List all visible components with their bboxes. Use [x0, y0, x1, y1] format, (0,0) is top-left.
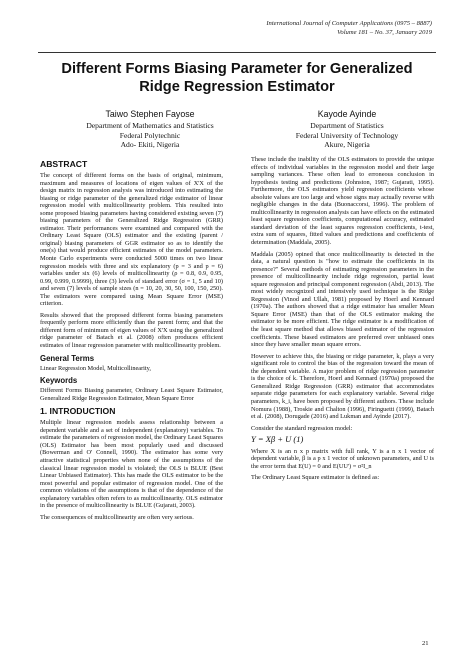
keywords-heading: Keywords [40, 376, 78, 386]
introduction-heading: 1. INTRODUCTION [40, 406, 116, 417]
author-dept: Department of Mathematics and Statistics [86, 121, 214, 131]
author-block-1 [60, 110, 240, 150]
body-paragraph-3: However to achieve this, the biasing or ridge parameter, k, plays a very significant role to control the bias of the regression toward the mean of the dependent variable. A major problem of ridge regression parameter is the choice of k. Therefore, Hoerl and Kennard (1970a) proposed the Generalized Ridge Regression (GRR) estimator that accommodates separate ridge parameters for each explanatory variable. Several ridge parameters, k_i, have been proposed by different authors. These include Nomura (1988), Troskie and Chalton (1996), Firinguetti (1999), Batach et al. (2008), Dorugade (2016) and Lukman and Ayinde (2017). [251, 352, 434, 421]
journal-volume: Volume 181 – No. 37, January 2019 [337, 28, 432, 36]
paper-title [30, 60, 444, 96]
header-rule [38, 52, 436, 53]
author-name: Kayode Ayinde [317, 109, 377, 119]
journal-header [266, 20, 432, 37]
title-line-1: Different Forms Biasing Parameter for Generalized [61, 61, 413, 77]
body-paragraph-4: Consider the standard regression model: [251, 424, 353, 432]
abstract-paragraph-1: The concept of different forms on the basis of original, minimum, maximum and measures of locations of eigen values of X'X of the design matrix in regression analysis was introduced into estimating the biasing or ridge parameter of the generalized ridge estimator of linear regression model with multicollinearity problem. This resulted into some proposed biasing parameters having considered existing seven (7) biasing parameters of the Generalized Ridge Regression (GRR) estimator. Their performances were examined and compared with the Ordinary Least Square (OLS) estimator and the existing (parent / original) biasing parameters of GGR estimator so as to identify the one(s) that would produce efficient estimates of the model parameters. Monte Carlo experiments were conducted 5000 times on two linear regression models with three and six explanatory (p = 3 and p = 6) variables under six (6) levels of multicollinearity (ρ = 0.8, 0.9, 0.95, 0.99, 0.999, 0.9999), three (3) levels of standard error (σ = 1, 5 and 10) and seven (7) levels of sample sizes (n = 10, 20, 30, 50, 100, 150, 250). The estimators were compared using Mean Square Error (MSE) criterion. [40, 172, 223, 308]
author-dept: Department of Statistics [310, 121, 384, 131]
body-paragraph-2: Maddala (2005) opined that once multicollinearity is detected in the data, a natural question is "how to estimate the coefficients in its presence?" Several methods of estimating regression parameters in the presence of multicollinearity include ridge regression, partial least square regression and principal component regression (Abdi, 2013). The most widely recognized and intensively used technique is the Ridge Regression (Vinod and Ullah, 1981) proposed by Hoerl and Kennard (1970a). The authors showed that a ridge estimator has smaller Mean Square Error (MSE) than that of the OLS estimator making the estimator to be more efficient. The ridge estimator is a modification of the least square method that allows biased estimator of the regression coefficients. These biased estimators are preferred over unbiased ones since they have smaller mean square errors. [251, 250, 434, 349]
general-terms-heading: General Terms [40, 353, 95, 363]
author-block-2 [257, 110, 437, 150]
title-line-2: Ridge Regression Estimator [139, 79, 335, 95]
introduction-paragraph-2: The consequences of multicollinearity are often very serious. [40, 513, 194, 521]
journal-name: International Journal of Computer Applications (0975 – 8887) [266, 20, 432, 27]
author-institution: Federal University of Technology [295, 130, 399, 140]
author-name: Taiwo Stephen Fayose [105, 109, 195, 119]
abstract-heading: ABSTRACT [40, 159, 88, 169]
abstract-paragraph-2: Results showed that the proposed different forms biasing parameters frequently perform more efficiently than the parent form; and that the different form of minimum of eigen values of X'X using the generalized ridge parameter of Batach et al. (2008) often produces efficient estimates of linear regression parameter with multicollinearity problem. [40, 311, 223, 350]
author-institution: Federal Polytechnic [119, 130, 181, 140]
equation-1: Y = Xβ + U (1) [251, 434, 304, 445]
left-column [40, 156, 223, 525]
author-location: Akure, Nigeria [324, 140, 370, 150]
keywords: Different Forms Biasing parameter, Ordinary Least Square Estimator, Generalized Ridge Regression Estimator, Mean Square Error [40, 387, 223, 402]
body-paragraph-1: These include the inability of the OLS estimators to provide the unique effects of individual variables in the regression model and their large sampling variances. These often lead to erroneous conclusion in hypothesis testing and predictions (Johnston, 1987; Gujarati, 1995). Furthermore, the OLS estimators yield regression coefficients whose absolute values are too large and whose signs may actually reverse with negligible changes in the data (Buonaccorsi, 1996). The problem of multicollinearity in regression analysis can have effects on the estimated least square regression coefficients, computational accuracy, estimated standard deviation of the least squares regression coefficients, t-test, extra sum of squares, fitted values and predictions and coefficients of determination (Maddala, 2005). [251, 156, 434, 247]
introduction-paragraph-1: Multiple linear regression models assess relationship between a dependent variable and a set of independent (explanatory) variables. To estimate the parameters of regression model, the Ordinary Least Squares (OLS) Estimator has been most popularly used and discussed (Bowerman and O' Connell, 1990). The estimator has some very attractive statistical properties when none of the assumptions of the classical linear regression model is violated; the OLS is BLUE (Best Linear Unbiased Estimator). This has made the OLS estimator to be the most powerful and popular estimator of regression model. One of the common violations of the assumptions is that of the dependence of the explanatory variables often refers to as multicollinearity. OLS estimator in the presence of multicollinearity is BLUE (Gujarati, 2003). [40, 419, 223, 510]
general-terms: Linear Regression Model, Multicollinearity, [40, 364, 151, 372]
author-location: Ado- Ekiti, Nigeria [120, 140, 180, 150]
body-paragraph-5: Where X is an n x p matrix with full rank, Y is a n x 1 vector of dependent variable, β is a p x 1 vector of unknown parameters, and U is the error term that E(U) = 0 and E(UU') = σ²I_n [251, 447, 434, 470]
right-column [251, 156, 434, 486]
body-paragraph-6: The Ordinary Least Square estimator is defined as: [251, 474, 380, 482]
page-number: 21 [422, 640, 429, 647]
